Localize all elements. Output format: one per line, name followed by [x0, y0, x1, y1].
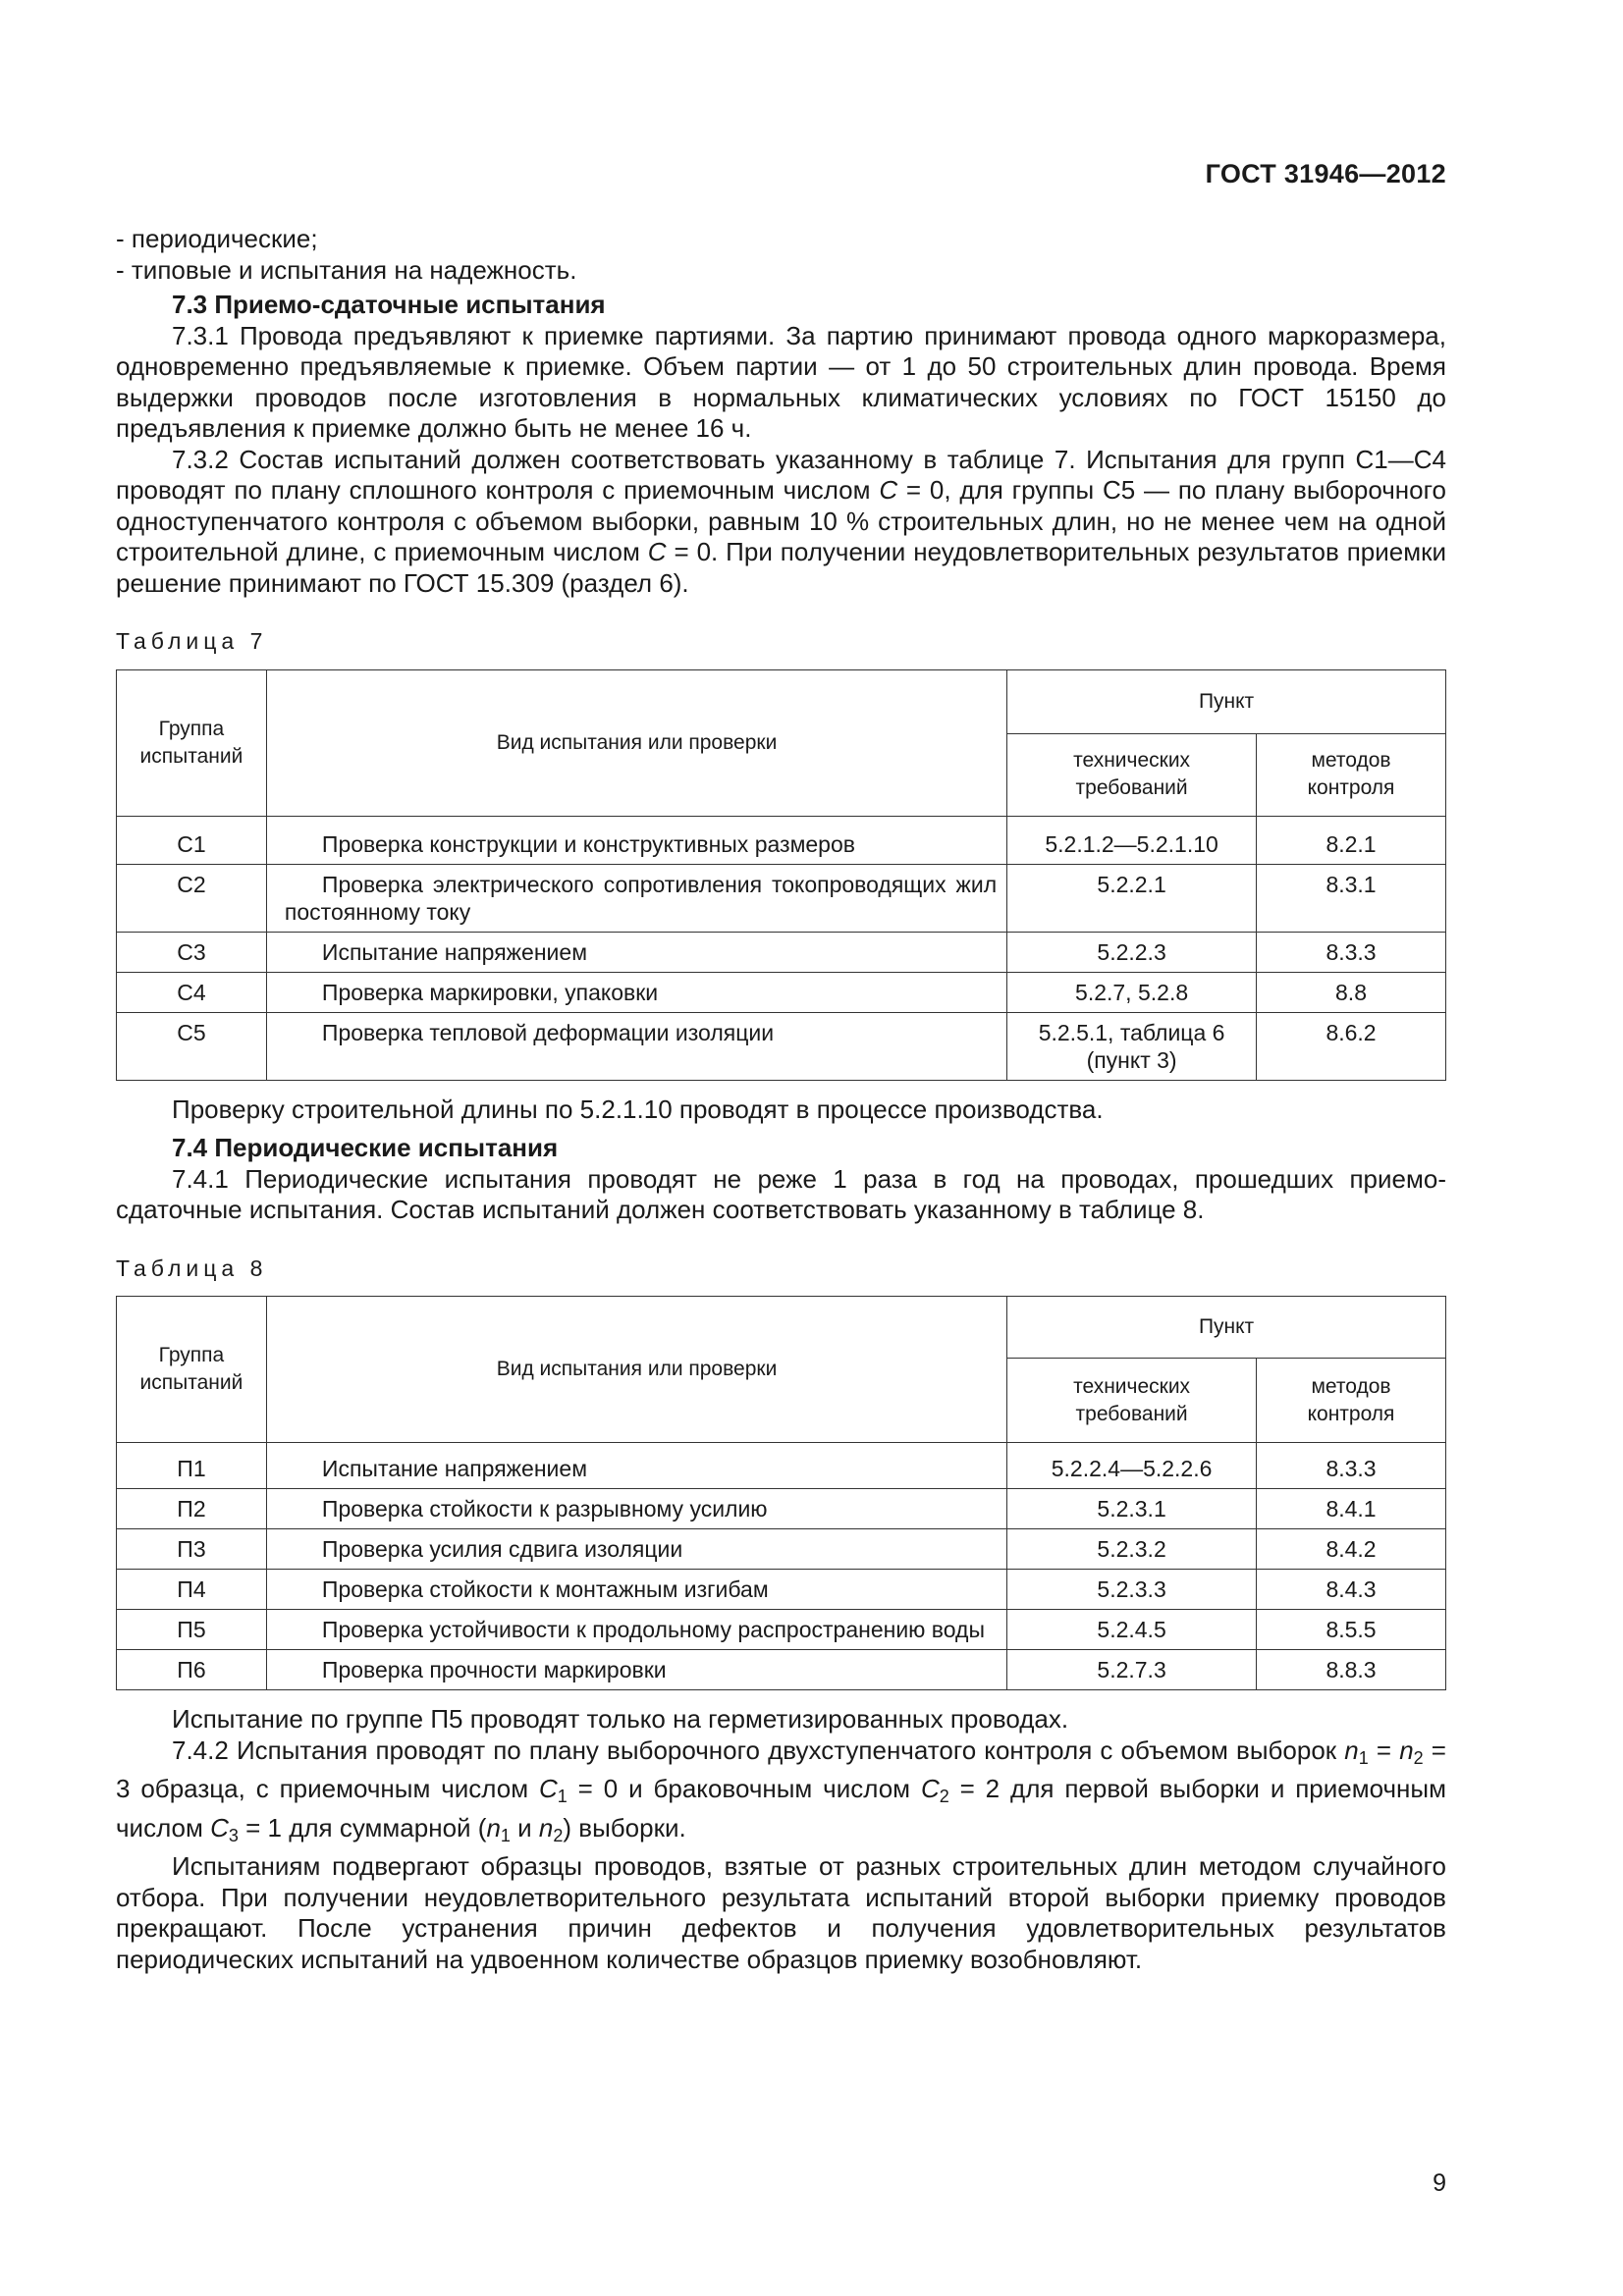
- paragraph-sampling: Испытаниям подвергают образцы проводов, взятые от разных строительных длин методом случайного отбора. При получении неудовлетворительного результата испытаний второй выборки приемку проводов прекращают. После устранения причин дефектов и получения удовлетворительных результатов периодических испытаний на удвоенном количестве образцов приемку возобновляют.: [116, 1851, 1446, 1974]
- column-header-type: Вид испытания или проверки: [266, 1297, 1006, 1443]
- column-header-group: Группа испытаний: [117, 1297, 267, 1443]
- table-row: С1 Проверка конструкции и конструктивных размеров 5.2.1.2—5.2.1.10 8.2.1: [117, 816, 1446, 864]
- table-row: П1 Испытание напряжением 5.2.2.4—5.2.2.6 8.3.3: [117, 1443, 1446, 1489]
- paragraph-7-4-2: 7.4.2 Испытания проводят по плану выборочного двухступенчатого контроля с объемом выборок $n_1 = n_2 = 3$ образца, с приемочным числом $C_1 = 0$ и браковочным числом $C_2 = 2$ для первой выборки и приемочным числом $C_3 = 1$ для суммарной ($n_1$ и $n_2$) выборки.: [116, 1735, 1446, 1845]
- table-row: С2 Проверка электрического сопротивления токопроводящих жил постоянному току 5.2.2.1 8.3.1: [117, 864, 1446, 932]
- section-heading-7-4: 7.4 Периодические испытания: [172, 1133, 559, 1162]
- table-row: С5 Проверка тепловой деформации изоляции 5.2.5.1, таблица 6 (пункт 3) 8.6.2: [117, 1012, 1446, 1080]
- table-caption: Таблица 7: [116, 628, 268, 654]
- table-row: П3 Проверка усилия сдвига изоляции 5.2.3.2 8.4.2: [117, 1529, 1446, 1570]
- table-8: [116, 1296, 1446, 1690]
- paragraph-7-3-1: 7.3.1 Провода предъявляют к приемке партиями. За партию принимают провода одного маркоразмера, одновременно предъявляемые к приемке. Объем партии — от 1 до 50 строительных длин провода. Время выдержки проводов после изготовления в нормальных климатических условиях по ГОСТ 15150 до предъявления к приемке должно быть не менее 16 ч.: [116, 320, 1446, 443]
- table-row: С4 Проверка маркировки, упаковки 5.2.7, 5.2.8 8.8: [117, 972, 1446, 1012]
- column-header-type: Вид испытания или проверки: [266, 669, 1006, 816]
- column-header-methods: методов контроля: [1257, 1359, 1446, 1443]
- table-row: П4 Проверка стойкости к монтажным изгибам 5.2.3.3 8.4.3: [117, 1570, 1446, 1610]
- document-number: ГОСТ 31946—2012: [1205, 159, 1446, 188]
- page-number: 9: [1433, 2169, 1446, 2197]
- table-row: П6 Проверка прочности маркировки 5.2.7.3 8.8.3: [117, 1650, 1446, 1690]
- section-heading-7-3: 7.3 Приемо-сдаточные испытания: [172, 290, 606, 319]
- table-row: П2 Проверка стойкости к разрывному усилию 5.2.3.1 8.4.1: [117, 1489, 1446, 1529]
- list-item: - периодические;: [116, 224, 318, 253]
- column-header-group: Группа испытаний: [117, 669, 267, 816]
- paragraph-p5-note: Испытание по группе П5 проводят только на герметизированных проводах.: [172, 1704, 1069, 1734]
- table-7-note: Проверку строительной длины по 5.2.1.10 проводят в процессе производства.: [172, 1094, 1104, 1124]
- table-7: [116, 669, 1446, 1081]
- column-header-tech: технических требований: [1007, 733, 1257, 816]
- column-header-punkt: Пункт: [1007, 669, 1446, 733]
- column-header-tech: технических требований: [1007, 1359, 1257, 1443]
- column-header-methods: методов контроля: [1257, 733, 1446, 816]
- column-header-punkt: Пункт: [1007, 1297, 1446, 1359]
- paragraph-7-4-1: 7.4.1 Периодические испытания проводят не реже 1 раза в год на проводах, прошедших приемо-сдаточные испытания. Состав испытаний должен соответствовать указанному в таблице 8.: [116, 1163, 1446, 1224]
- table-row: П5 Проверка устойчивости к продольному распространению воды 5.2.4.5 8.5.5: [117, 1610, 1446, 1650]
- table-row: С3 Испытание напряжением 5.2.2.3 8.3.3: [117, 932, 1446, 972]
- list-item: - типовые и испытания на надежность.: [116, 254, 577, 285]
- table-caption: Таблица 8: [116, 1255, 268, 1281]
- page-content: [116, 224, 1446, 1975]
- paragraph-7-3-2: 7.3.2 Состав испытаний должен соответствовать указанному в таблице 7. Испытания для групп С1—С4 проводят по плану сплошного контроля с приемочным числом С = 0, для группы С5 — по плану выборочного одноступенчатого контроля с объемом выборки, равным 10 % строительных длин, но не менее чем на одной строительной длине, с приемочным числом С = 0. При получении неудовлетворительных результатов приемки решение принимают по ГОСТ 15.309 (раздел 6).: [116, 444, 1446, 598]
